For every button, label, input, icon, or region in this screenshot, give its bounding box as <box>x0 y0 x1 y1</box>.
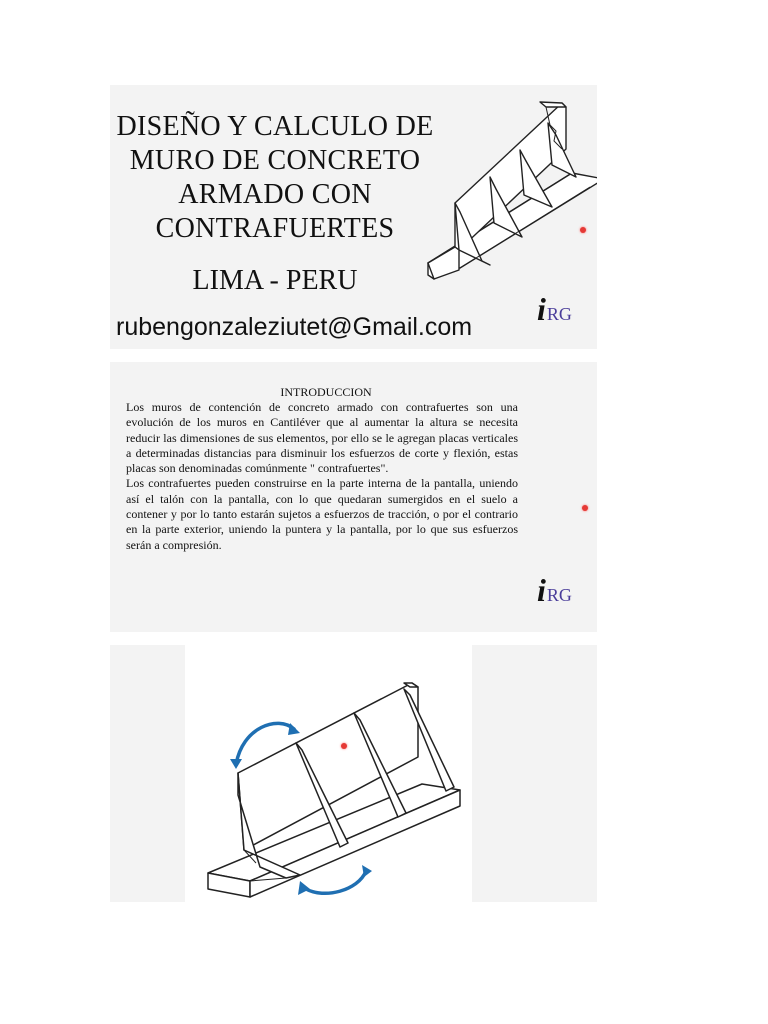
logo-suffix: RG <box>546 585 572 605</box>
cover-slide <box>110 85 597 349</box>
title-line-3: ARMADO CON <box>178 179 372 210</box>
intro-body <box>126 400 518 553</box>
title-line-4: CONTRAFUERTES <box>155 213 395 244</box>
intro-paragraph-1: Los muros de contención de concreto armado con contrafuertes son una evolución de los muros en Cantiléver que al aumentar la altura se necesita reducir las dimensiones de sus elementos, por ello se le agregan placas verticales a determinadas distancias para disminuir los esfuerzos de corte y flexión, estas placas son denominadas comúnmente " contrafuertes". <box>126 400 518 476</box>
author-email: rubengonzaleziutet@Gmail.com <box>116 313 473 341</box>
laser-pointer-dot <box>582 505 588 511</box>
intro-heading: INTRODUCCION <box>280 385 372 399</box>
logo-letter: i <box>537 572 546 608</box>
location-label: LIMA - PERU <box>192 265 358 296</box>
rotation-arrow-icon <box>306 871 366 893</box>
title-line-1: DISEÑO Y CALCULO DE <box>116 111 434 142</box>
irg-logo <box>537 572 572 609</box>
logo-suffix: RG <box>546 304 572 324</box>
diagram-slide <box>110 645 597 902</box>
laser-pointer-dot <box>580 227 586 233</box>
intro-paragraph-2: Los contrafuertes pueden construirse en la parte interna de la pantalla, uniendo así el talón con la pantalla, con lo que quedaran sumergidos en el suelo a contener y por lo tanto estarán sujetos a esfuerzos de tracción, o por el contrario en la parte exterior, uniendo la puntera y la pantalla, por lo que sus esfuerzos serán a compresión. <box>126 476 518 552</box>
retaining-wall-drawing <box>110 85 597 349</box>
title-line-2: MURO DE CONCRETO <box>129 145 421 176</box>
logo-letter: i <box>537 291 546 327</box>
laser-pointer-dot <box>341 743 347 749</box>
retaining-wall-drawing <box>110 645 597 902</box>
intro-slide <box>110 362 597 632</box>
